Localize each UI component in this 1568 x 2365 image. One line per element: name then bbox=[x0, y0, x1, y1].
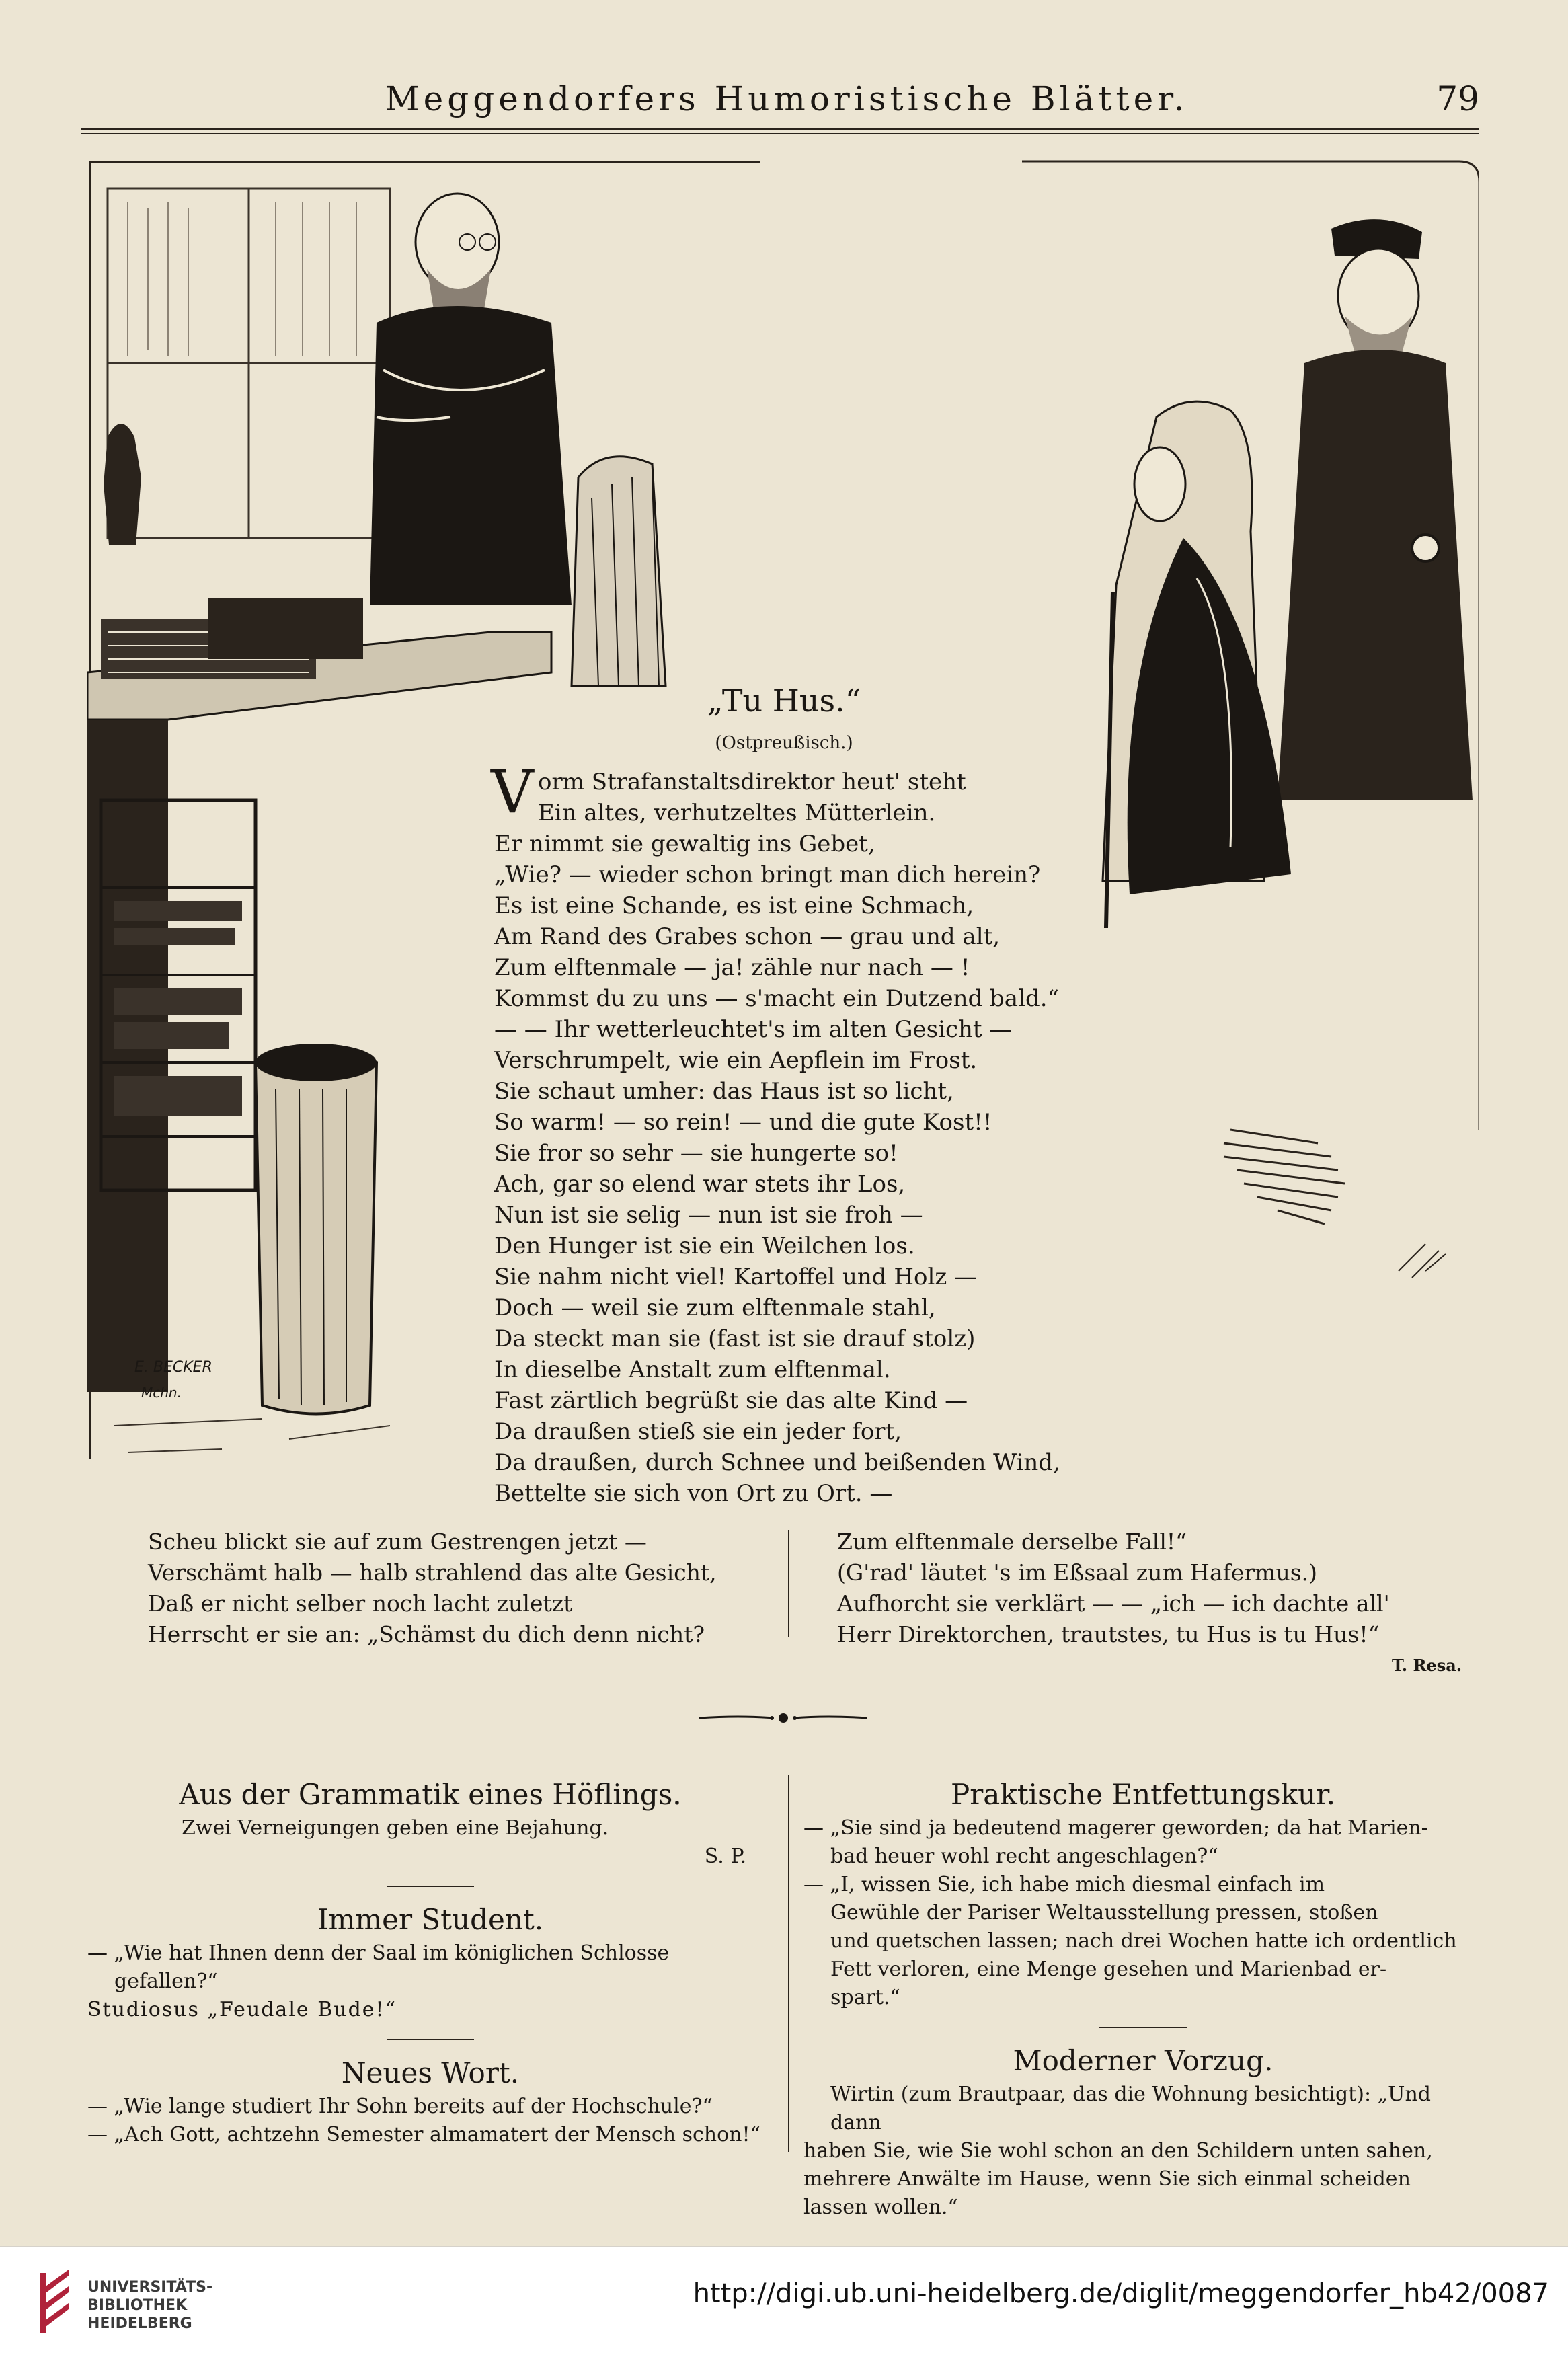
poem-line: Am Rand des Grabes schon — grau und alt, bbox=[494, 923, 1001, 950]
poem-body bbox=[491, 757, 1099, 1509]
poem-line: „Wie? — wieder schon bringt man dich herein? bbox=[494, 861, 1041, 888]
artist-place: Mchn. bbox=[141, 1385, 182, 1401]
library-logo-icon bbox=[35, 2266, 75, 2340]
poem-line: Sie nahm nicht viel! Kartoffel und Holz — bbox=[494, 1264, 978, 1290]
library-name bbox=[87, 2278, 212, 2333]
library-name-line: HEIDELBERG bbox=[87, 2315, 192, 2332]
poem-line: Scheu blickt sie auf zum Gestrengen jetzt — bbox=[148, 1528, 647, 1555]
poem-line: — — Ihr wetterleuchtet's im alten Gesicht — bbox=[494, 1016, 1013, 1043]
ornament-divider bbox=[699, 1711, 867, 1725]
poem-line: Bettelte sie sich von Ort zu Ort. — bbox=[494, 1480, 893, 1507]
poem-line: Fast zärtlich begrüßt sie das alte Kind — bbox=[494, 1387, 968, 1414]
bottom-right-column bbox=[803, 1775, 1483, 2222]
section-text: spart.“ bbox=[830, 1986, 900, 2009]
poem-line: Da steckt man sie (fast ist sie drauf stolz) bbox=[494, 1325, 976, 1352]
section-text: und quetschen lassen; nach drei Wochen hatte ich ordentlich bbox=[830, 1929, 1457, 1953]
section-text: mehrere Anwälte im Hause, wenn Sie sich einmal scheiden bbox=[803, 2167, 1411, 2191]
poem-line: So warm! — so rein! — und die gute Kost!! bbox=[494, 1109, 992, 1136]
section-text: Wirtin (zum Brautpaar, das die Wohnung besichtigt): „Und dann bbox=[830, 2083, 1431, 2134]
section-title: Immer Student. bbox=[317, 1903, 544, 1936]
poem-line: Es ist eine Schande, es ist eine Schmach, bbox=[494, 892, 974, 919]
poem-left-column bbox=[148, 1526, 717, 1650]
section-title: Praktische Entfettungskur. bbox=[950, 1778, 1336, 1811]
section-title: Aus der Grammatik eines Höflings. bbox=[179, 1778, 682, 1811]
poem-line: Aufhorcht sie verklärt — — „ich — ich dachte all' bbox=[837, 1590, 1390, 1617]
poem-line: Sie schaut umher: das Haus ist so licht, bbox=[494, 1078, 954, 1105]
poem-line: Verschämt halb — halb strahlend das alte Gesicht, bbox=[148, 1559, 717, 1586]
poem-author: T. Resa. bbox=[1392, 1656, 1462, 1675]
poem-line: Den Hunger ist sie ein Weilchen los. bbox=[494, 1233, 915, 1259]
poem-line: Doch — weil sie zum elftenmale stahl, bbox=[494, 1294, 936, 1321]
poem-line: Herrscht er sie an: „Schämst du dich denn nicht? bbox=[148, 1621, 705, 1647]
library-name-line: UNIVERSITÄTS- bbox=[87, 2279, 213, 2296]
section-title: Neues Wort. bbox=[341, 2056, 520, 2089]
page-number: 79 bbox=[1436, 79, 1479, 118]
poem-line: Ein altes, verhutzeltes Mütterlein. bbox=[538, 800, 936, 826]
poem-line: In dieselbe Anstalt zum elftenmal. bbox=[494, 1356, 891, 1383]
magazine-title: Meggendorfers Humoristische Blätter. bbox=[385, 79, 1189, 118]
poem-line: Kommst du zu uns — s'macht ein Dutzend bald.“ bbox=[494, 985, 1059, 1012]
poem-line: Daß er nicht selber noch lacht zuletzt bbox=[148, 1590, 573, 1617]
poem-line: Zum elftenmale — ja! zähle nur nach — ! bbox=[494, 954, 970, 981]
section-separator bbox=[387, 1886, 474, 1887]
section-text: bad heuer wohl recht angeschlagen?“ bbox=[830, 1845, 1218, 1868]
poem-line: Zum elftenmale derselbe Fall!“ bbox=[837, 1528, 1187, 1555]
poem-title: „Tu Hus.“ bbox=[707, 683, 861, 719]
permalink-url[interactable]: http://digi.ub.uni-heidelberg.de/diglit/meggendorfer_hb42/0087 bbox=[693, 2278, 1549, 2309]
poem-line: Nun ist sie selig — nun ist sie froh — bbox=[494, 1202, 923, 1229]
section-text: Zwei Verneigungen geben eine Bejahung. bbox=[182, 1816, 609, 1840]
poem-line: Da draußen stieß sie ein jeder fort, bbox=[494, 1418, 902, 1445]
poem-line: Herr Direktorchen, trautstes, tu Hus is tu Hus!“ bbox=[837, 1621, 1380, 1647]
artist-signature: E. BECKER bbox=[134, 1359, 212, 1376]
section-text: — „Sie sind ja bedeutend magerer geworden; da hat Marien- bbox=[803, 1816, 1428, 1840]
poem-line: Er nimmt sie gewaltig ins Gebet, bbox=[494, 830, 875, 857]
section-separator bbox=[1099, 2027, 1187, 2028]
section-text: Fett verloren, eine Menge gesehen und Marienbad er- bbox=[830, 1957, 1387, 1981]
running-header bbox=[94, 79, 1479, 133]
section-text: — „Ach Gott, achtzehn Semester almamatert der Mensch schon!“ bbox=[87, 2123, 760, 2146]
section-separator bbox=[387, 2039, 474, 2040]
poem-line: (G'rad' läutet 's im Eßsaal zum Hafermus.) bbox=[837, 1559, 1317, 1586]
section-text: Gewühle der Pariser Weltausstellung pressen, stoßen bbox=[830, 1901, 1378, 1925]
poem-line: Verschrumpelt, wie ein Aepflein im Frost. bbox=[494, 1047, 978, 1074]
section-text: haben Sie, wie Sie wohl schon an den Schildern unten sahen, bbox=[803, 2139, 1433, 2163]
section-sign: S. P. bbox=[704, 1845, 746, 1868]
section-text: — „Wie lange studiert Ihr Sohn bereits auf der Hochschule?“ bbox=[87, 2095, 713, 2118]
section-text: — „I, wissen Sie, ich habe mich diesmal einfach im bbox=[803, 1873, 1325, 1896]
column-rule bbox=[788, 1530, 789, 1637]
section-text: Studiosus „Feudale Bude!“ bbox=[87, 1998, 397, 2021]
section-text: gefallen?“ bbox=[114, 1970, 218, 1993]
poem-right-column bbox=[837, 1526, 1390, 1650]
poem-line-text: orm Strafanstaltsdirektor heut' steht bbox=[538, 769, 966, 796]
library-name-line: BIBLIOTHEK bbox=[87, 2297, 188, 2314]
poem-line: Ach, gar so elend war stets ihr Los, bbox=[494, 1171, 906, 1198]
poem-line: Da draußen, durch Schnee und beißenden Wind, bbox=[494, 1449, 1060, 1476]
bottom-left-column bbox=[87, 1775, 773, 2149]
section-text: lassen wollen.“ bbox=[803, 2196, 958, 2219]
drop-initial: V bbox=[491, 757, 534, 826]
header-rule-thin bbox=[81, 133, 1479, 134]
poem-line: Sie fror so sehr — sie hungerte so! bbox=[494, 1140, 898, 1167]
header-rule bbox=[81, 128, 1479, 130]
section-text: — „Wie hat Ihnen denn der Saal im königlichen Schlosse bbox=[87, 1941, 670, 1965]
column-rule bbox=[788, 1775, 789, 2152]
poem-subtitle: (Ostpreußisch.) bbox=[715, 733, 853, 753]
section-title: Moderner Vorzug. bbox=[1013, 2044, 1273, 2077]
